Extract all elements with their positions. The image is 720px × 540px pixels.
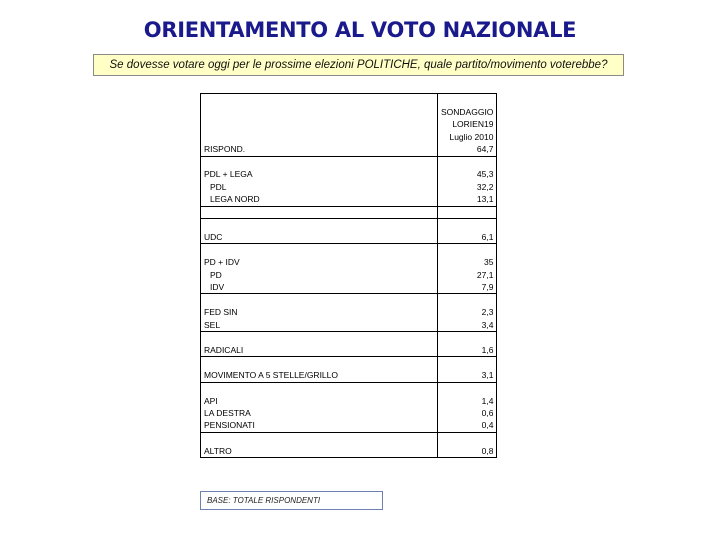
header-line: SONDAGGIO xyxy=(438,106,497,118)
row-label: MOVIMENTO A 5 STELLE/GRILLO xyxy=(201,369,438,382)
row-value: 2,3 xyxy=(438,306,497,318)
table-row xyxy=(201,445,497,458)
row-label: PDL xyxy=(201,181,438,193)
row-label: RISPOND. xyxy=(201,143,438,156)
row-value: 27,1 xyxy=(438,269,497,281)
row-label: SEL xyxy=(201,319,438,332)
table-row xyxy=(201,319,497,332)
row-value: 0,6 xyxy=(438,407,497,419)
header-line: Luglio 2010 xyxy=(438,131,497,143)
table-row xyxy=(201,306,497,318)
row-label: IDV xyxy=(201,281,438,294)
row-value: 64,7 xyxy=(438,143,497,156)
row-value: 0,4 xyxy=(438,419,497,432)
table-row xyxy=(201,193,497,206)
row-value: 3,4 xyxy=(438,319,497,332)
table-row xyxy=(201,181,497,193)
row-value: 32,2 xyxy=(438,181,497,193)
table-row xyxy=(201,168,497,180)
row-label: PDL + LEGA xyxy=(201,168,438,180)
row-value: 13,1 xyxy=(438,193,497,206)
table-row xyxy=(201,269,497,281)
table-row xyxy=(201,419,497,432)
row-label: UDC xyxy=(201,231,438,244)
row-label: API xyxy=(201,395,438,407)
table-row xyxy=(201,395,497,407)
row-label: PD + IDV xyxy=(201,256,438,268)
results-table xyxy=(200,93,497,458)
question-banner: Se dovesse votare oggi per le prossime elezioni POLITICHE, quale partito/movimento voterebbe? xyxy=(93,54,624,76)
header-line: LORIEN19 xyxy=(438,118,497,130)
row-value: 1,6 xyxy=(438,344,497,357)
row-label: ALTRO xyxy=(201,445,438,458)
table-row xyxy=(201,143,497,156)
row-label: PD xyxy=(201,269,438,281)
base-note: BASE: TOTALE RISPONDENTI xyxy=(200,491,383,510)
row-value: 0,8 xyxy=(438,445,497,458)
row-value: 35 xyxy=(438,256,497,268)
table-row xyxy=(201,369,497,382)
row-value: 3,1 xyxy=(438,369,497,382)
row-label: LA DESTRA xyxy=(201,407,438,419)
table-row xyxy=(201,256,497,268)
row-label: RADICALI xyxy=(201,344,438,357)
table-row xyxy=(201,281,497,294)
row-label: LEGA NORD xyxy=(201,193,438,206)
table-row xyxy=(201,344,497,357)
row-value: 7,9 xyxy=(438,281,497,294)
table-row xyxy=(201,407,497,419)
row-value: 1,4 xyxy=(438,395,497,407)
row-value: 45,3 xyxy=(438,168,497,180)
row-label: PENSIONATI xyxy=(201,419,438,432)
table-row xyxy=(201,231,497,244)
row-value: 6,1 xyxy=(438,231,497,244)
page-title: ORIENTAMENTO AL VOTO NAZIONALE xyxy=(143,18,577,42)
row-label: FED SIN xyxy=(201,306,438,318)
